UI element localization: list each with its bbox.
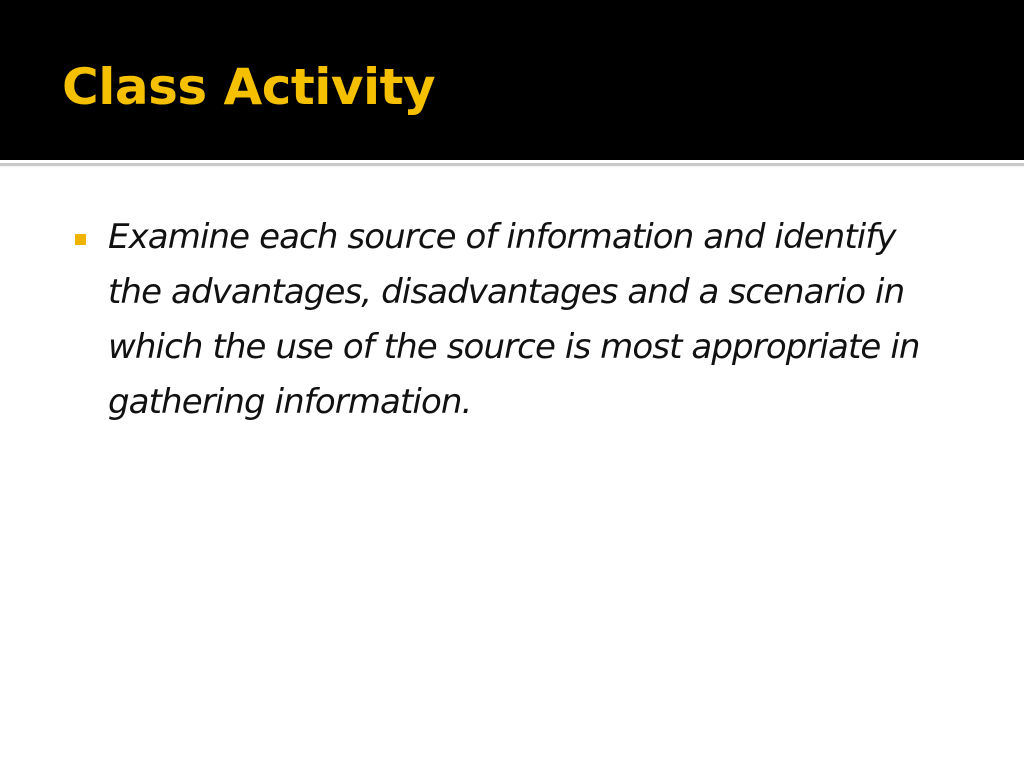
slide-title: Class Activity (62, 58, 436, 116)
slide-body (72, 210, 972, 430)
square-bullet-icon (75, 234, 86, 245)
title-bar (0, 0, 1024, 160)
bullet-item (72, 210, 972, 430)
bullet-text: Examine each source of information and identify the advantages, disadvantages and a scenario in which the use of the source is most appropriate in gathering information. (108, 217, 920, 422)
title-divider (0, 160, 1024, 168)
